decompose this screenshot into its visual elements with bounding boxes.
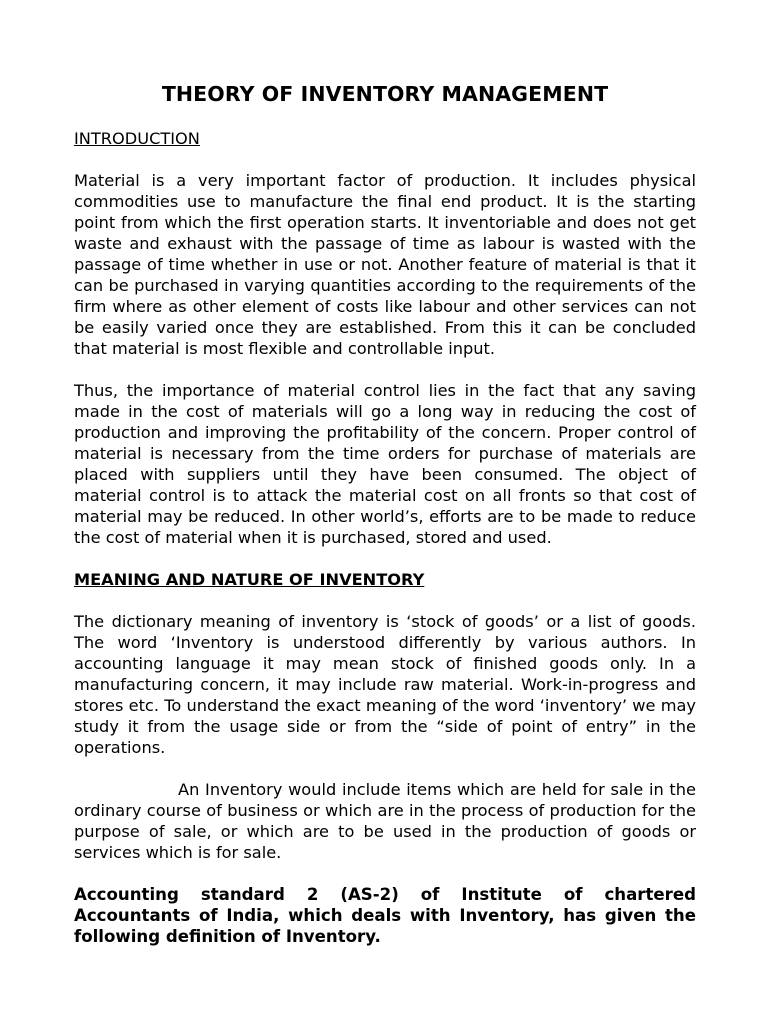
introduction-paragraph-2: Thus, the importance of material control lies in the fact that any saving made in the cost of materials will go a long way in reducing the cost of production and improving the profitability of the concern. Proper control of material is necessary from the time orders for purchase of materials are placed with suppliers until they have been consumed. The object of material control is to attack the material cost on all fronts so that cost of material may be reduced. In other world’s, efforts are to be made to reduce the cost of material when it is purchased, stored and used. — [74, 381, 696, 547]
introduction-heading: INTRODUCTION — [74, 129, 200, 148]
introduction-paragraph-1: Material is a very important factor of production. It includes physical commodities use to manufacture the final end product. It is the starting point from which the first operation starts. It inventoriable and does not get waste and exhaust with the passage of time as labour is wasted with the passage of time whether in use or not. Another feature of material is that it can be purchased in varying quantities according to the requirements of the firm where as other element of costs like labour and other services can not be easily varied once they are established. From this it can be concluded that material is most flexible and controllable input. — [74, 171, 696, 358]
meaning-paragraph-2: An Inventory would include items which are held for sale in the ordinary course of business or which are in the process of production for the purpose of sale, or which are to be used in the production of goods or services which is for sale. — [74, 780, 696, 862]
meaning-paragraph-1: The dictionary meaning of inventory is ‘stock of goods’ or a list of goods. The word ‘Inventory is understood differently by various authors. In accounting language it may mean stock of finished goods only. In a manufacturing concern, it may include raw material. Work-in-progress and stores etc. To understand the exact meaning of the word ‘inventory’ we may study it from the usage side or from the “side of point of entry” in the operations. — [74, 612, 696, 757]
as2-definition-paragraph: Accounting standard 2 (AS-2) of Institute of chartered Accountants of India, which deals with Inventory, has given the following definition of Inventory. — [74, 885, 696, 946]
meaning-heading: MEANING AND NATURE OF INVENTORY — [74, 570, 425, 589]
document-title: THEORY OF INVENTORY MANAGEMENT — [161, 82, 609, 106]
